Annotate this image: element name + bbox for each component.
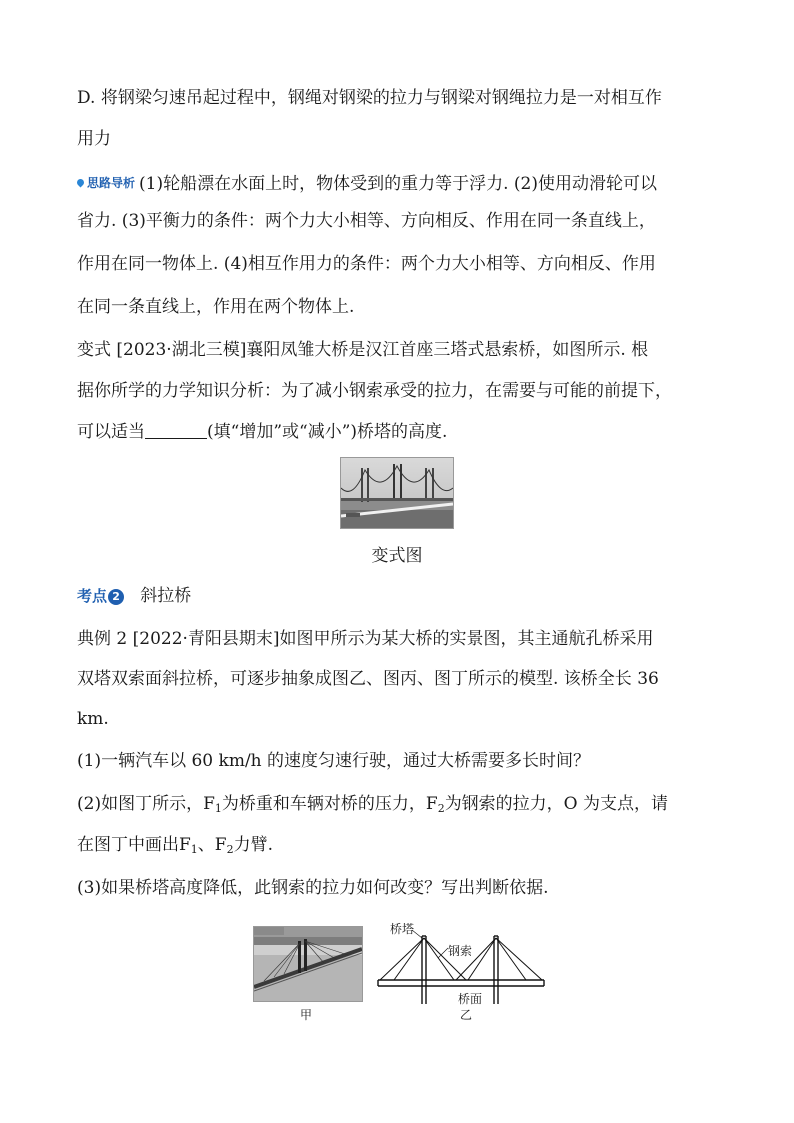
- question-2-line2: 在图丁中画出$F_1$、$F_2$力臂.: [77, 835, 273, 856]
- kaodian-heading: [77, 584, 191, 608]
- figure-label-yi: 乙: [460, 1008, 473, 1022]
- hint-tag: 思路导析: [77, 171, 135, 195]
- variant-line3: 可以适当 (填“增加”或“减小”)桥塔的高度.: [77, 422, 448, 442]
- option-d-line1: D. 将钢梁匀速吊起过程中，钢绳对钢梁的拉力与钢梁对钢绳拉力是一对相互作: [77, 88, 662, 108]
- example-line2: 双塔双索面斜拉桥，可逐步抽象成图乙、图丙、图丁所示的模型. 该桥全长 36: [77, 669, 659, 689]
- suspension-bridge-photo: [340, 457, 454, 529]
- deck-label: 桥面: [458, 992, 483, 1006]
- kaodian-label: 考点 2: [77, 587, 124, 605]
- figure-label-jia: 甲: [300, 1008, 313, 1022]
- kaodian-number-badge: 2: [108, 589, 124, 605]
- cable-stayed-bridge-photo: [253, 926, 363, 1002]
- kaodian-title: 斜拉桥: [140, 586, 192, 606]
- cable-label: 钢索: [448, 944, 473, 958]
- example-line1: 典例 2 [2022·青阳县期末]如图甲所示为某大桥的实景图，其主通航孔桥采用: [77, 629, 654, 649]
- bridge-model-diagram: [376, 918, 546, 1010]
- location-pin-icon: [76, 178, 86, 188]
- question-3: (3)如果桥塔高度降低，此钢索的拉力如何改变？写出判断依据.: [77, 878, 549, 898]
- variant-line2: 据你所学的力学知识分析：为了减小钢索承受的拉力，在需要与可能的前提下，: [77, 381, 672, 401]
- tower-label: 桥塔: [390, 922, 415, 936]
- example-line3: km.: [77, 709, 109, 729]
- option-d-line2: 用力: [77, 129, 111, 149]
- hint-line1: 思路导析 (1)轮船漂在水面上时，物体受到的重力等于浮力. (2)使用动滑轮可以: [77, 171, 657, 196]
- hint-line3: 作用在同一物体上. (4)相互作用力的条件：两个力大小相等、方向相反、作用: [77, 254, 656, 274]
- hint-line4: 在同一条直线上，作用在两个物体上.: [77, 297, 355, 317]
- question-2-line1: (2)如图丁所示，$F_1$为桥重和车辆对桥的压力，$F_2$为钢索的拉力，O 为支点，请: [77, 794, 669, 815]
- answer-blank[interactable]: [145, 420, 207, 439]
- hint-line2: 省力. (3)平衡力的条件：两个力大小相等、方向相反、作用在同一条直线上，: [77, 211, 656, 231]
- figure-caption-variant: 变式图: [371, 546, 423, 566]
- question-1: (1)一辆汽车以 60 km/h 的速度匀速行驶，通过大桥需要多长时间？: [77, 751, 591, 771]
- variant-line1: 变式 [2023·湖北三模]襄阳凤雏大桥是汉江首座三塔式悬索桥，如图所示. 根: [77, 340, 649, 360]
